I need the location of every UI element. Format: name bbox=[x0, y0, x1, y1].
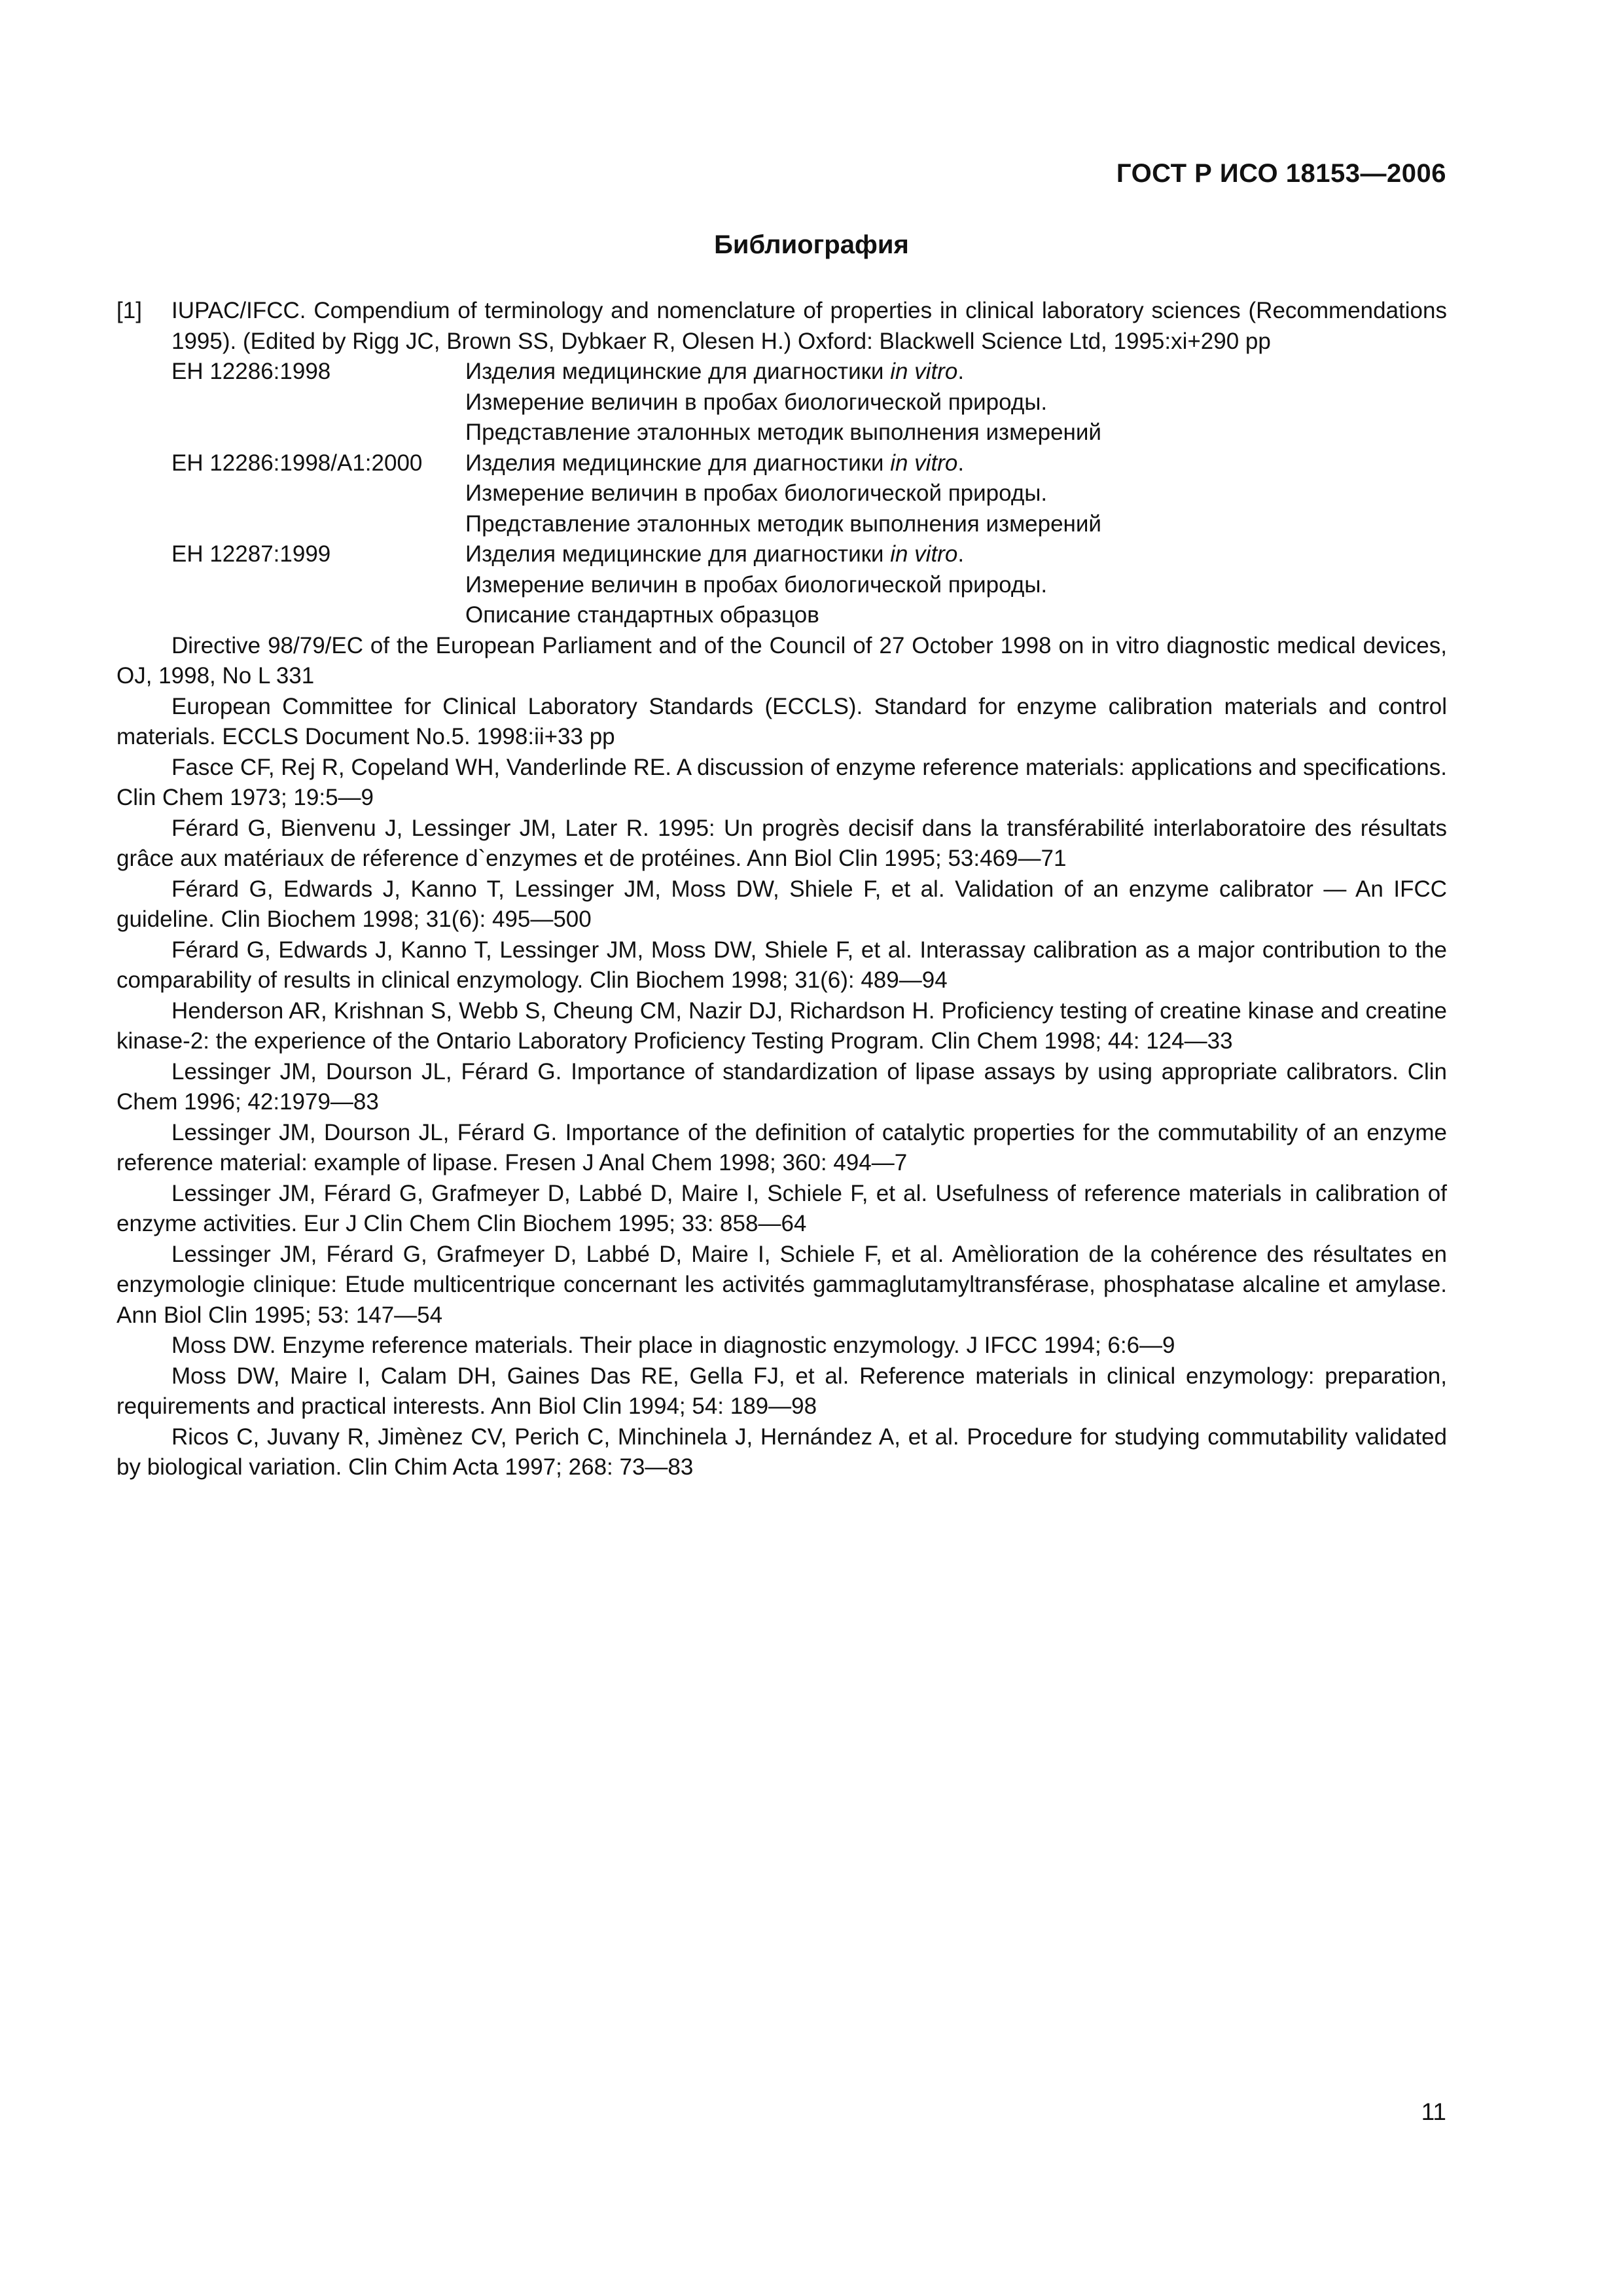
standard-line: Измерение величин в пробах биологической природы. bbox=[465, 389, 1048, 415]
bibliography-entry: European Committee for Clinical Laboratory Standards (ECCLS). Standard for enzyme calibration materials and control materials. ECCLS Document No.5. 1998:ii+33 pp bbox=[116, 693, 1447, 749]
standard-line: Представление эталонных методик выполнения измерений bbox=[465, 420, 1101, 445]
bibliography-entry: Moss DW, Maire I, Calam DH, Gaines Das RE, Gella FJ, et al. Reference materials in clinical enzymology: preparation, requirements and practical interests. Ann Biol Clin 1994; 54: 189—98 bbox=[116, 1363, 1447, 1419]
bibliography-list bbox=[116, 296, 1447, 1483]
standard-code: ЕН 12286:1998/А1:2000 bbox=[171, 450, 423, 476]
bibliography-entry: Ricos C, Juvany R, Jimènez CV, Perich C, Minchinela J, Hernández A, et al. Procedure for studying commutability validated by biological variation. Clin Chim Acta 1997; 268: 73—83 bbox=[116, 1424, 1447, 1480]
standards-table bbox=[171, 357, 1101, 631]
standard-line: Измерение величин в пробах биологической природы. bbox=[465, 480, 1048, 506]
reference-1 bbox=[116, 296, 1447, 357]
standard-code: ЕН 12286:1998 bbox=[171, 359, 331, 384]
bibliography-entry: Henderson AR, Krishnan S, Webb S, Cheung CM, Nazir DJ, Richardson H. Proficiency testing of creatine kinase and creatine kinase-2: the experience of the Ontario Laboratory Proficiency Testing Program. Clin Chem 1998; 44: 124—33 bbox=[116, 997, 1447, 1054]
bibliography-entry: Fasce CF, Rej R, Copeland WH, Vanderlinde RE. A discussion of enzyme reference materials: applications and specifications. Clin Chem 1973; 19:5—9 bbox=[116, 754, 1447, 810]
bibliography-entry: Lessinger JM, Férard G, Grafmeyer D, Labbé D, Maire I, Schiele F, et al. Amèlioration de la cohérence des résultates en enzymologie clinique: Etude multicentrique concernant les activités gammaglutamyltransférase, phosphatase alcaline et amylase. Ann Biol Clin 1995; 53: 147—54 bbox=[116, 1241, 1447, 1328]
standard-row bbox=[171, 357, 1101, 448]
standard-line: Измерение величин в пробах биологической природы. bbox=[465, 571, 1048, 598]
standard-line: Представление эталонных методик выполнения измерений bbox=[465, 511, 1101, 537]
bibliography-entry: Lessinger JM, Dourson JL, Férard G. Importance of the definition of catalytic properties for the commutability of an enzyme reference material: example of lipase. Fresen J Anal Chem 1998; 360: 494—7 bbox=[116, 1119, 1447, 1175]
standard-title-line: Изделия медицинские для диагностики in vitro. bbox=[465, 359, 965, 384]
reference-number: [1] bbox=[116, 298, 142, 323]
standard-title-line: Изделия медицинские для диагностики in vitro. bbox=[465, 450, 965, 476]
standard-row bbox=[171, 539, 1101, 631]
bibliography-entry: Férard G, Edwards J, Kanno T, Lessinger JM, Moss DW, Shiele F, et al. Validation of an enzyme calibrator — An IFCC guideline. Clin Biochem 1998; 31(6): 495—500 bbox=[116, 876, 1447, 932]
page-title: Библиография bbox=[714, 230, 909, 259]
standard-line: Описание стандартных образцов bbox=[465, 602, 819, 628]
document-code-header: ГОСТ Р ИСО 18153—2006 bbox=[1116, 159, 1446, 188]
standard-title-line: Изделия медицинские для диагностики in vitro. bbox=[465, 541, 965, 567]
page-number: 11 bbox=[1421, 2098, 1446, 2125]
bibliography-entry: Férard G, Edwards J, Kanno T, Lessinger JM, Moss DW, Shiele F, et al. Interassay calibration as a major contribution to the comparability of results in clinical enzymology. Clin Biochem 1998; 31(6): 489—94 bbox=[116, 937, 1447, 993]
standard-description bbox=[465, 357, 1101, 448]
bibliography-entry: Lessinger JM, Férard G, Grafmeyer D, Labbé D, Maire I, Schiele F, et al. Usefulness of reference materials in calibration of enzyme activities. Eur J Clin Chem Clin Biochem 1995; 33: 858—64 bbox=[116, 1180, 1447, 1236]
bibliography-entry: Lessinger JM, Dourson JL, Férard G. Importance of standardization of lipase assays by using appropriate calibrators. Clin Chem 1996; 42:1979—83 bbox=[116, 1058, 1447, 1115]
standard-description bbox=[465, 448, 1101, 540]
reference-text: IUPAC/IFCC. Compendium of terminology and nomenclature of properties in clinical laboratory sciences (Recommendations 1995). (Edited by Rigg JC, Brown SS, Dybkaer R, Olesen H.) Oxford: Blackwell Science Ltd, 1995:xi+290 pp bbox=[171, 298, 1447, 354]
bibliography-entry: Moss DW. Enzyme reference materials. Their place in diagnostic enzymology. J IFCC 1994; 6:6—9 bbox=[171, 1333, 1175, 1358]
standard-row bbox=[171, 448, 1101, 540]
bibliography-entry: Directive 98/79/EC of the European Parliament and of the Council of 27 October 1998 on in vitro diagnostic medical devices, OJ, 1998, No L 331 bbox=[116, 632, 1447, 689]
standard-description bbox=[465, 539, 1101, 631]
bibliography-entry: Férard G, Bienvenu J, Lessinger JM, Later R. 1995: Un progrès decisif dans la transférabilité interlaboratoire des résultats grâce aux matériaux de réference d`enzymes et de protéines. Ann Biol Clin 1995; 53:469—71 bbox=[116, 815, 1447, 871]
standard-code: ЕН 12287:1999 bbox=[171, 541, 331, 567]
